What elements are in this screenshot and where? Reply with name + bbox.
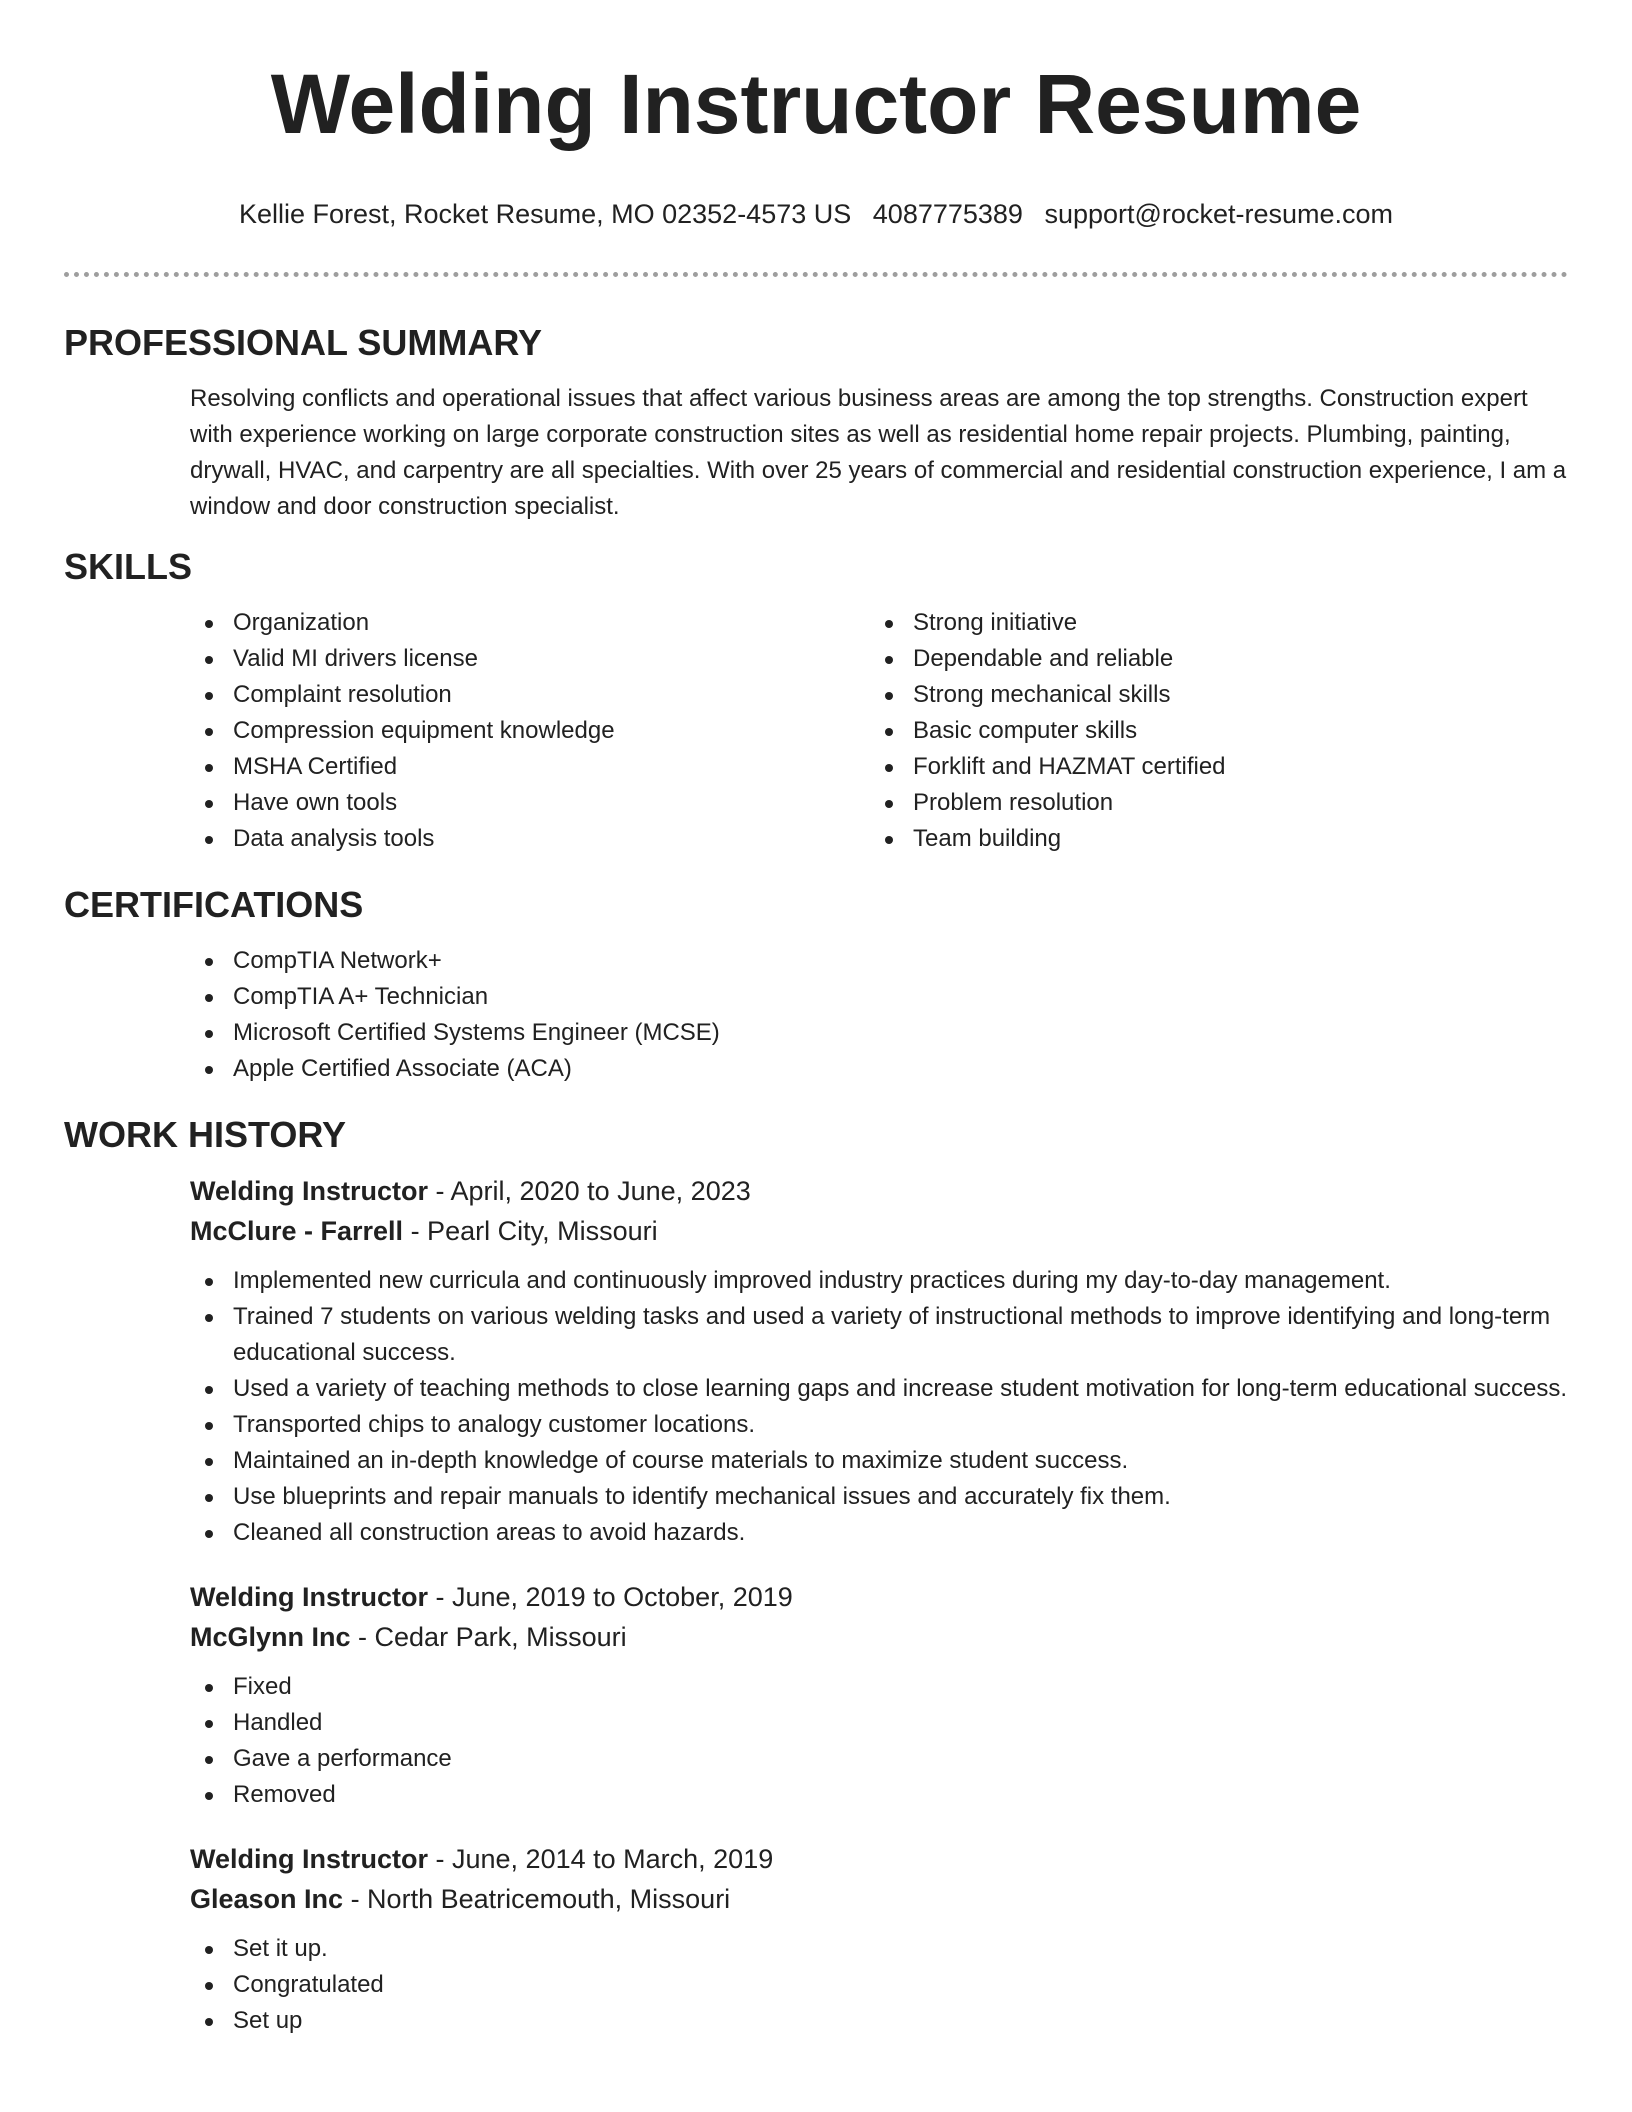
job-company: McClure - Farrell: [190, 1216, 404, 1246]
job-bullet: Transported chips to analogy customer locations.: [190, 1407, 1568, 1443]
contact-address: Kellie Forest, Rocket Resume, MO 02352-4573 US: [238, 199, 852, 229]
skill-item: Compression equipment knowledge: [190, 713, 870, 749]
job-bullet: Set up: [190, 2003, 1568, 2039]
job-title-line: [190, 1839, 1568, 1879]
resume-title: Welding Instructor Resume: [270, 57, 1362, 151]
job-entry: [64, 1171, 1568, 1551]
job-bullet: Handled: [190, 1705, 1568, 1741]
job-title: Welding Instructor: [190, 1582, 429, 1612]
skills-columns: [190, 605, 1568, 857]
job-bullet: Maintained an in-depth knowledge of course materials to maximize student success.: [190, 1443, 1568, 1479]
job-company: McGlynn Inc: [190, 1622, 351, 1652]
skill-item: MSHA Certified: [190, 749, 870, 785]
work-history-heading: WORK HISTORY: [64, 1114, 347, 1155]
job-title-line: [190, 1577, 1568, 1617]
skill-item: Have own tools: [190, 785, 870, 821]
job-bullet: Used a variety of teaching methods to close learning gaps and increase student motivation for long-term educational success.: [190, 1371, 1568, 1407]
skill-item: Team building: [870, 821, 1550, 857]
job-bullet: Removed: [190, 1777, 1568, 1813]
job-bullet: Cleaned all construction areas to avoid hazards.: [190, 1515, 1568, 1551]
contact-email: support@rocket-resume.com: [1044, 199, 1393, 229]
job-entry: [64, 1839, 1568, 2039]
job-entry: [64, 1577, 1568, 1813]
certification-item: CompTIA Network+: [190, 943, 1568, 979]
job-company-line: [190, 1879, 1568, 1919]
header-divider: [64, 272, 1568, 277]
certification-item: Microsoft Certified Systems Engineer (MCSE): [190, 1015, 1568, 1051]
skill-item: Dependable and reliable: [870, 641, 1550, 677]
job-title-line: [190, 1171, 1568, 1211]
job-bullet: Trained 7 students on various welding tasks and used a variety of instructional methods to improve identifying and long-term educational success.: [190, 1299, 1568, 1371]
job-location: - Cedar Park, Missouri: [350, 1622, 627, 1652]
job-location: - North Beatricemouth, Missouri: [343, 1884, 731, 1914]
skill-item: Data analysis tools: [190, 821, 870, 857]
skill-item: Strong mechanical skills: [870, 677, 1550, 713]
job-bullet: Set it up.: [190, 1931, 1568, 1967]
job-company-line: [190, 1617, 1568, 1657]
skill-item: Organization: [190, 605, 870, 641]
certifications-list: [190, 943, 1568, 1087]
job-bullet: Implemented new curricula and continuously improved industry practices during my day-to-day management.: [190, 1263, 1568, 1299]
skills-heading: SKILLS: [64, 546, 193, 587]
summary-text: Resolving conflicts and operational issues that affect various business areas are among the top strengths. Construction expert with experience working on large corporate construction sites as well as residential home repair projects. Plumbing, painting, drywall, HVAC, and carpentry are all specialties. With over 25 years of commercial and residential construction experience, I am a window and door construction specialist.: [190, 385, 1567, 520]
job-bullet: Congratulated: [190, 1967, 1568, 2003]
job-dates: - June, 2019 to October, 2019: [428, 1582, 793, 1612]
job-company: Gleason Inc: [190, 1884, 344, 1914]
job-bullets: [190, 1931, 1568, 2039]
job-bullet: Gave a performance: [190, 1741, 1568, 1777]
job-bullet: Fixed: [190, 1669, 1568, 1705]
contact-line: [64, 198, 1568, 230]
skill-item: Complaint resolution: [190, 677, 870, 713]
certifications-heading: CERTIFICATIONS: [64, 884, 364, 925]
skill-item: Forklift and HAZMAT certified: [870, 749, 1550, 785]
skill-item: Basic computer skills: [870, 713, 1550, 749]
job-title: Welding Instructor: [190, 1844, 429, 1874]
skill-item: Strong initiative: [870, 605, 1550, 641]
job-company-line: [190, 1211, 1568, 1251]
certification-item: Apple Certified Associate (ACA): [190, 1051, 1568, 1087]
job-bullets: [190, 1669, 1568, 1813]
certification-item: CompTIA A+ Technician: [190, 979, 1568, 1015]
skills-list-right: [870, 605, 1550, 857]
job-bullets: [190, 1263, 1568, 1551]
skill-item: Valid MI drivers license: [190, 641, 870, 677]
job-dates: - June, 2014 to March, 2019: [428, 1844, 774, 1874]
skill-item: Problem resolution: [870, 785, 1550, 821]
job-dates: - April, 2020 to June, 2023: [428, 1176, 751, 1206]
job-bullet: Use blueprints and repair manuals to identify mechanical issues and accurately fix them.: [190, 1479, 1568, 1515]
job-title: Welding Instructor: [190, 1176, 429, 1206]
summary-heading: PROFESSIONAL SUMMARY: [64, 322, 543, 363]
skills-list-left: [190, 605, 870, 857]
resume-page: [64, 0, 1568, 2039]
contact-phone: 4087775389: [872, 199, 1023, 229]
job-location: - Pearl City, Missouri: [403, 1216, 658, 1246]
